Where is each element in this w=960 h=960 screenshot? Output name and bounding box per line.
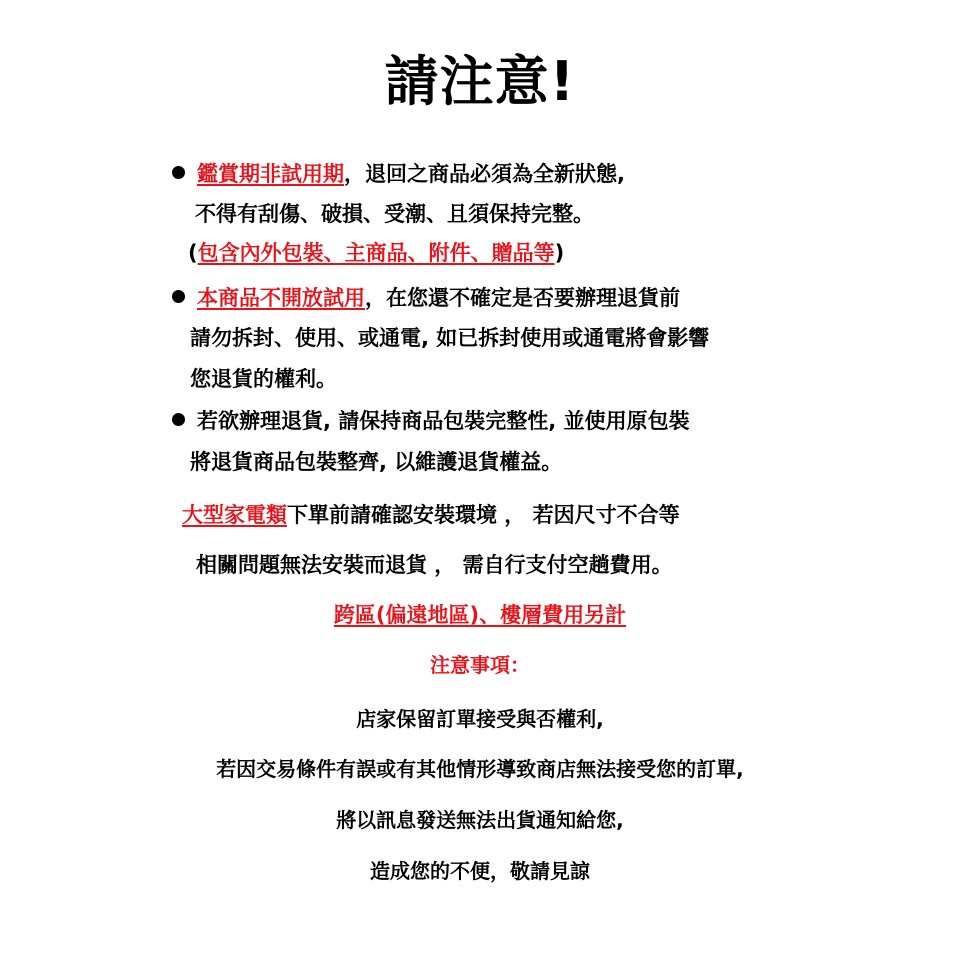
trial-period-warning: 鑑賞期非試用期 <box>197 162 344 186</box>
no-trial-warning: 本商品不開放試用 <box>197 286 365 310</box>
notes-heading: 注意事項： <box>430 653 530 677</box>
bullet-3-line-2: 將退貨商品包裝整齊, 以維護退貨權益。 <box>190 450 563 474</box>
notes-line-3: 將以訊息發送無法出貨通知給您, <box>336 808 624 832</box>
bullet-3-text: 若欲辦理退貨, 請保持商品包裝完整性, 並使用原包裝 <box>197 409 690 433</box>
bullet-1-line-2: 不得有刮傷、破損、受潮、且須保持完整。 <box>195 202 594 226</box>
bullet-2-line-1 <box>172 283 680 313</box>
page-title: 請注意! <box>384 50 576 113</box>
bullet-2-text: ，在您還不確定是否要辦理退貨前 <box>365 286 680 310</box>
appliance-notice-line-2: 相關問題無法安裝而退貨 ， 需自行支付空趟費用。 <box>196 553 673 577</box>
region-fee-text: 跨區(偏遠地區)、樓層費用另計 <box>333 603 627 627</box>
bullet-1-line-1 <box>172 159 625 189</box>
paren-close: ) <box>554 241 565 265</box>
bullet-1-text: ，退回之商品必須為全新狀態, <box>344 162 625 186</box>
bullet-2-line-3: 您退貨的權利。 <box>190 367 337 391</box>
package-contents-note: 包含內外包裝、主商品、附件、贈品等 <box>197 241 555 265</box>
appliance-notice-line-1 <box>182 500 680 530</box>
large-appliance-label: 大型家電類 <box>182 503 287 527</box>
bullet-dot-icon <box>172 166 185 179</box>
appliance-notice-text: 下單前請確認安裝環境 ， 若因尺寸不合等 <box>287 503 680 527</box>
notes-line-2: 若因交易條件有誤或有其他情形導致商店無法接受您的訂單, <box>216 757 744 781</box>
paren-open: ( <box>188 241 198 265</box>
bullet-3-line-1 <box>172 406 690 436</box>
bullet-2-line-2: 請勿拆封、使用、或通電, 如已拆封使用或通電將會影響 <box>190 326 710 350</box>
notes-line-1: 店家保留訂單接受與否權利, <box>356 707 604 731</box>
bullet-dot-icon <box>172 290 185 303</box>
bullet-1-line-3 <box>188 238 564 268</box>
region-fee-notice <box>0 600 960 630</box>
notes-line-4: 造成您的不便，敬請見諒 <box>370 859 590 883</box>
bullet-dot-icon <box>172 413 185 426</box>
